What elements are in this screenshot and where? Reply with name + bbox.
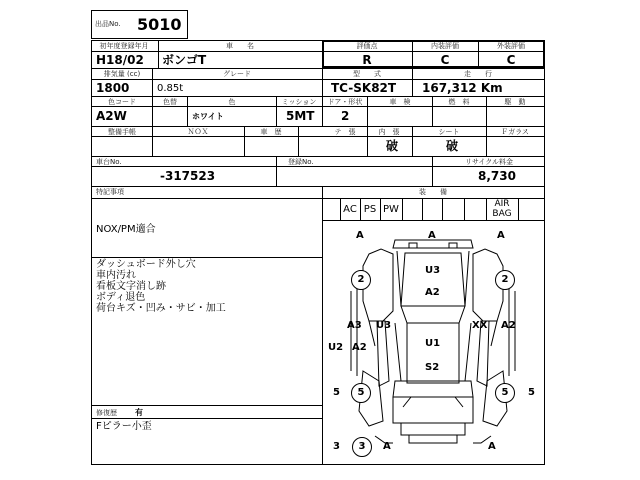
drive-label: 駆 動	[504, 98, 526, 106]
mark-left-u2: U2	[328, 342, 344, 353]
repair-detail: Fピラー小歪	[96, 421, 152, 432]
mark-left-a2: A2	[352, 342, 367, 353]
reg-no-label: 登録No.	[288, 158, 314, 166]
tension-label: テ 張	[334, 128, 356, 136]
lot-number-label: 出品No.	[95, 20, 121, 28]
interior-label: 内装評価	[431, 42, 459, 50]
color-label: 色	[228, 98, 236, 106]
note-item: 荷台キズ・凹み・サビ・加工	[96, 303, 226, 314]
displacement-value: 1800	[96, 81, 130, 95]
mark-left-rear-5: 5	[333, 387, 340, 398]
mark-front-center-a: A	[428, 230, 436, 241]
color-code-value: A2W	[96, 109, 127, 123]
mark-hood-u3: U3	[425, 265, 441, 276]
repair-value: 有	[135, 408, 143, 417]
color-code-label: 色コード	[108, 98, 136, 106]
notes-label: 特記事項	[96, 188, 124, 196]
note-item: ボディ退色	[96, 292, 146, 303]
mark-roof-u1: U1	[425, 338, 441, 349]
mark-right-fender-circle: 2	[495, 270, 515, 290]
mark-right-rear-circle: 5	[495, 383, 515, 403]
note-item: ダッシュボード外し穴	[96, 259, 196, 270]
nox-note: NOX/PM適合	[96, 224, 156, 235]
color-orig-label: 色替	[163, 98, 177, 106]
repair-label: 修復歴	[96, 409, 117, 417]
score-value: R	[362, 53, 372, 67]
inspection-label: 車 検	[389, 98, 411, 106]
fuel-label: 燃 料	[448, 98, 470, 106]
interior-value: C	[440, 53, 450, 67]
doors-value: 2	[341, 109, 350, 123]
grade-value: 0.85t	[157, 83, 184, 94]
equipment-cell: AC	[343, 204, 357, 215]
first-reg-label: 初年度登録年月	[99, 42, 149, 50]
mark-hood-a2: A2	[425, 287, 440, 298]
nox-label: ＮＯＸ	[187, 128, 209, 136]
displacement-label: 排気量 (cc)	[103, 70, 141, 78]
mark-right-a2: A2	[501, 320, 516, 331]
equipment-label: 装 備	[419, 188, 447, 196]
mark-bottom-right-a: A	[488, 441, 496, 452]
equipment-airbag: AIR BAG	[492, 199, 512, 219]
equipment-cell: PW	[383, 204, 399, 215]
color-value: ホワイト	[192, 112, 224, 121]
transmission-value: 5MT	[286, 109, 315, 123]
lot-number-box	[91, 10, 188, 39]
equipment-cell: PS	[363, 204, 377, 215]
mark-bottom-left-a: A	[383, 441, 391, 452]
grade-label: グレード	[223, 70, 251, 78]
transmission-label: ミッション	[281, 98, 317, 106]
mark-front-left-a: A	[356, 230, 364, 241]
mark-right-rear-5: 5	[528, 387, 535, 398]
exterior-label: 外装評価	[497, 42, 525, 50]
score-label: 評価点	[356, 42, 378, 50]
model-code-label: 型 式	[353, 70, 381, 78]
mileage-label: 走 行	[464, 70, 492, 78]
first-reg-value: H18/02	[96, 53, 144, 67]
recycle-value: 8,730	[478, 169, 516, 183]
seat-value: 破	[445, 139, 459, 153]
mark-left-u3: U3	[376, 320, 392, 331]
note-item: 看板文字消し跡	[96, 281, 166, 292]
note-item: 車内汚れ	[96, 270, 136, 281]
model-code-value: TC-SK82T	[331, 81, 397, 95]
record-label: 車 歴	[260, 128, 282, 136]
manual-label: 整備手帳	[108, 128, 136, 136]
model-name-value: ボンゴT	[162, 53, 207, 67]
mileage-value: 167,312 Km	[422, 81, 503, 95]
model-name-label: 車 名	[226, 42, 254, 50]
lot-number: 5010	[137, 15, 182, 34]
interior-tension-label: 内 張	[378, 128, 400, 136]
mark-left-rear-circle: 5	[351, 383, 371, 403]
mark-bottom-left-3: 3	[333, 441, 340, 452]
fglass-label: Ｆガラス	[501, 128, 529, 136]
mark-right-xx: XX	[472, 320, 488, 331]
chassis-label: 車台No.	[96, 158, 122, 166]
mark-left-a3: A3	[347, 320, 362, 331]
interior-tension-value: 破	[385, 139, 399, 153]
chassis-value: -317523	[160, 169, 216, 183]
exterior-value: C	[506, 53, 516, 67]
notes-list	[96, 259, 226, 314]
mark-bottom-left-circle: 3	[352, 437, 372, 457]
doors-label: ドア・形状	[327, 98, 363, 106]
recycle-label: リサイクル料金	[464, 158, 514, 166]
mark-roof-s2: S2	[425, 362, 440, 373]
equipment-row	[340, 198, 518, 220]
seat-label: シート	[438, 128, 460, 136]
mark-front-right-a: A	[497, 230, 505, 241]
mark-left-fender-circle: 2	[351, 270, 371, 290]
